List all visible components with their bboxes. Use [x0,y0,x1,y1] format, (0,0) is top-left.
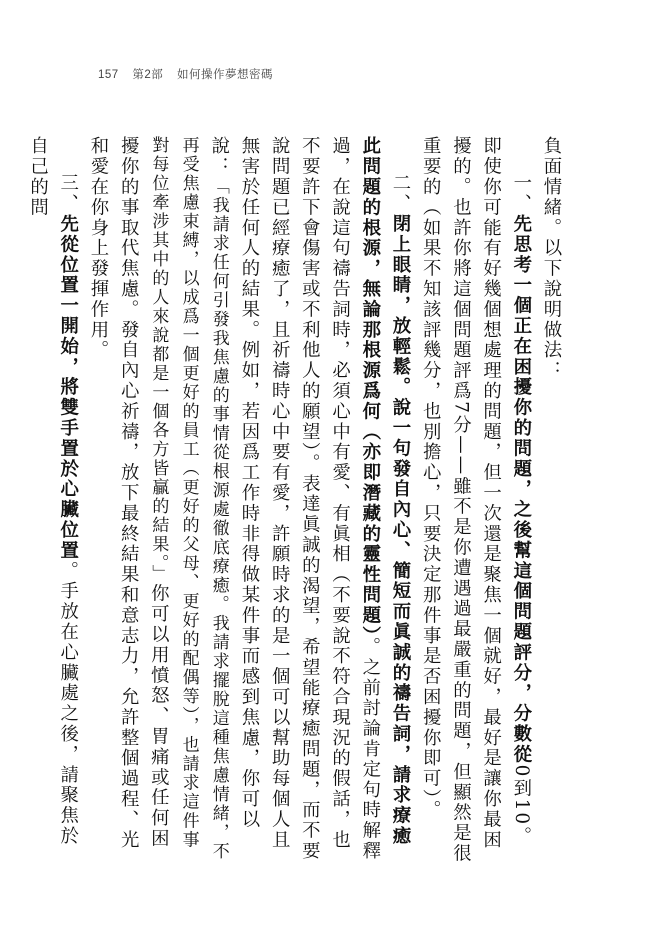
chapter-title: 如何操作夢想密碼 [177,69,273,81]
intro-line: 負面情緒。以下說明做法： [541,136,562,381]
part-label: 第2部 [132,69,164,81]
step-three-heading: 先從位置一開始，將雙手置於心臟位置 [57,213,79,561]
prayer-quote: 「我請求任何引發我焦慮的事情從根源處徹底療癒。我請求擺脫這種焦慮情緒，不再受焦慮束縛，以成爲一個更好的員工（更好的父母、更好的配偶等），也請求這件事對每位牽涉其中的人來說都是一個各方皆贏的結果。」 [148,136,229,861]
step-one-heading: 先思考一個正在困擾你的問題，之後幫這個問題評分，分數從 [510,213,532,765]
step-one-number: 一、 [510,172,532,214]
running-header [98,66,283,82]
page-body [27,136,566,866]
step-two-number: 二、 [389,172,411,214]
step-three-paragraph [22,136,82,866]
step-two-paragraph [83,136,415,866]
step-three-text: 。手放在心臟處之後，請聚焦於自己的問 [27,136,79,847]
step-one-text: 0到10。即使你可能有好幾個想處理的問題，但一次還是聚焦一個就好，最好是讓你最困擾的。也許你將這個問題評爲7分——雖不是你遭遇過最嚴重的問題，但顯然是很重要的（如果不知該評幾分，也別擔心，只要決定那件事是否困擾你即可）。 [420,136,532,864]
step-two-text-continued: 你可以用憤怒、胃痛或任何困擾你的事取代焦慮。發自內心祈禱，放下最終結果和意志力，允許整個過程、光和愛在你身上發揮作用。 [87,136,170,850]
step-two-text: 。之前討論肯定句時解釋過，在說這句禱告詞時，必須心中有愛、有眞相（不要說不符合現況的假話，也不要許下會傷害或不利他人的願望）。表達眞誠的渴望，希望能療癒問題，而不要說問題已經療癒了，且祈禱時心中要有愛，許願時求的是一個可以幫助每個人且無害於任何人的結果。例如，若因爲工作時非得做某件事而感到焦慮，你可以說： [208,136,381,862]
step-one-paragraph [415,136,536,866]
step-three-number: 三、 [57,172,79,214]
step-two-heading: 閉上眼睛，放輕鬆。說一句發自內心、簡短而眞誠的禱告詞，請求療癒此問題的根源，無論那根源爲何（亦即潛藏的靈性問題） [359,136,411,847]
page-number: 157 [98,69,119,81]
